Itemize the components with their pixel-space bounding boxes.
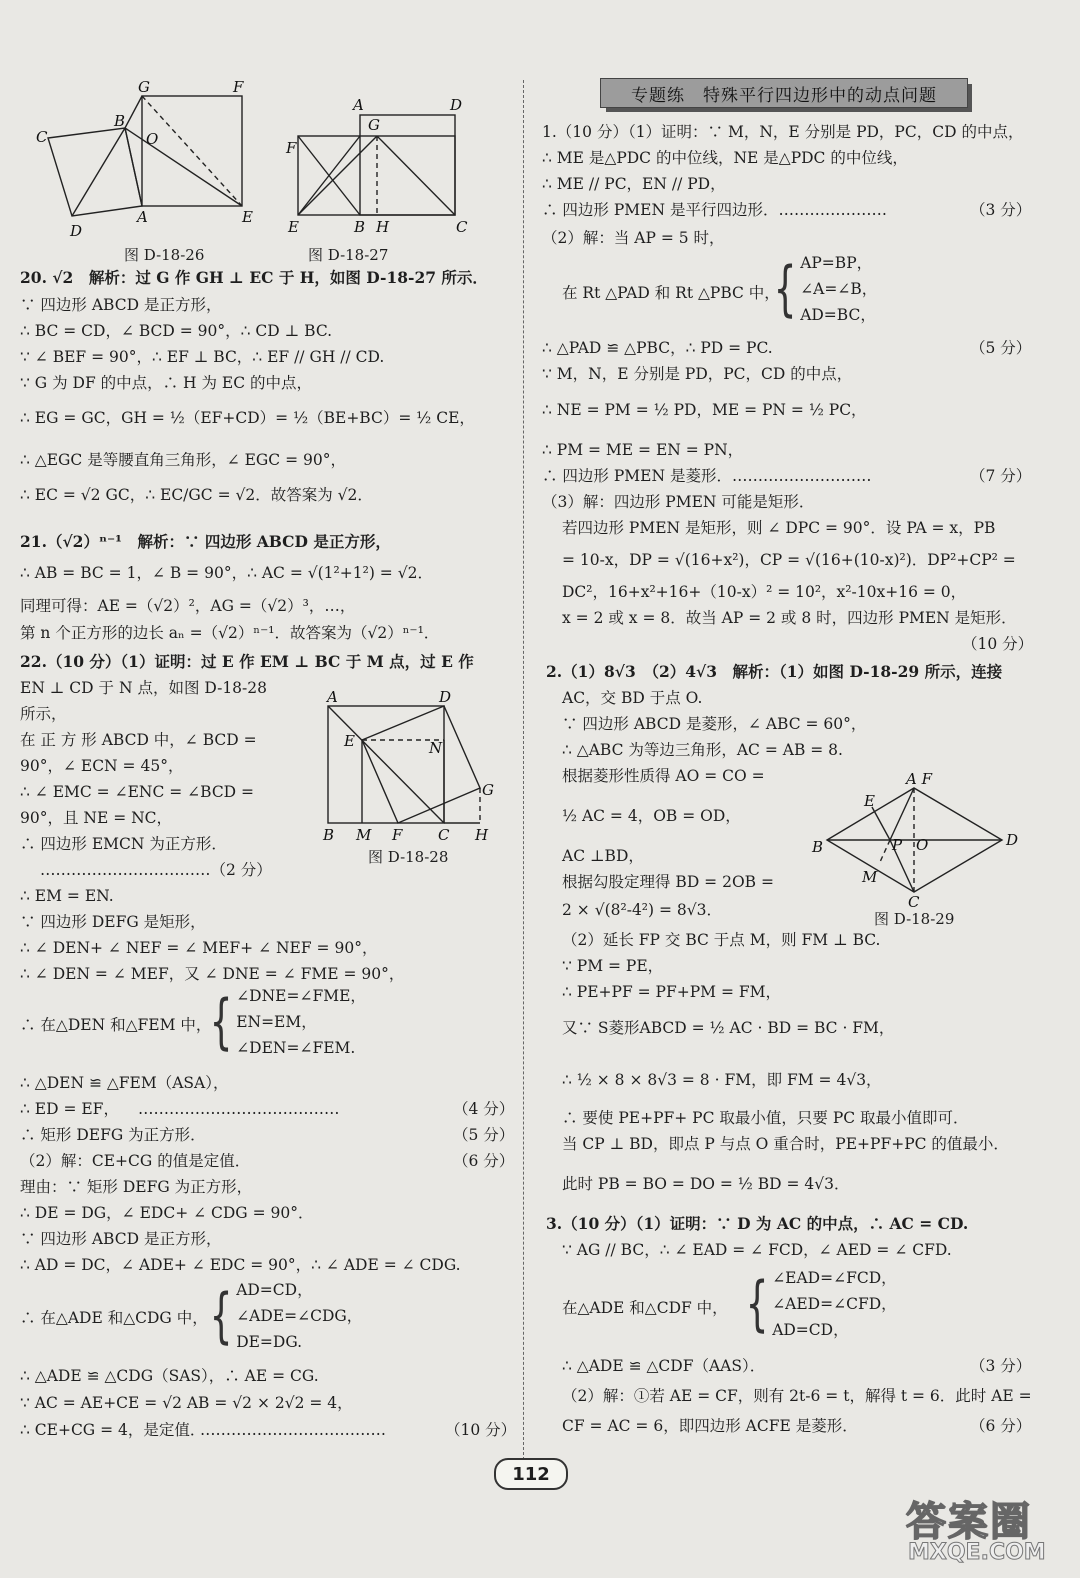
fig28-square-defg bbox=[362, 706, 480, 823]
fig28-label: G bbox=[482, 781, 494, 799]
system-line: AD=CD， bbox=[236, 1281, 313, 1299]
score: （4 分） bbox=[453, 1100, 515, 1118]
fig26-label: G bbox=[138, 78, 150, 96]
q3-line: ∵ AG // BC，∴ ∠ EAD = ∠ FCD，∠ AED = ∠ CFD. bbox=[562, 1241, 952, 1259]
fig26-label: D bbox=[70, 222, 83, 240]
q1-line: ∴ ME // PC，EN // PD， bbox=[542, 175, 726, 193]
q22-line: 理由：∵ 矩形 DEFG 为正方形， bbox=[20, 1178, 253, 1196]
score: （5 分） bbox=[453, 1126, 515, 1144]
system-line: ∠ADE=∠CDG， bbox=[236, 1307, 363, 1325]
q1-line: ∴ NE = PM = ½ PD，ME = PN = ½ PC， bbox=[542, 401, 867, 419]
q20-line: ∴ △EGC 是等腰直角三角形，∠ EGC = 90°， bbox=[20, 451, 346, 469]
q1-line: DC²，16+x²+16+（10-x）² = 10²，x²-10x+16 = 0， bbox=[562, 583, 967, 601]
fig28-label: D bbox=[439, 688, 452, 706]
fig29-label: O bbox=[916, 836, 929, 854]
q3-line: CF = AC = 6，即四边形 ACFE 是菱形． bbox=[562, 1417, 858, 1435]
score: （7 分） bbox=[970, 467, 1032, 485]
fig28-label: F bbox=[392, 826, 403, 844]
fig28-label: B bbox=[323, 826, 335, 844]
q2-line: ∴ 要使 PE+PF+ PC 取最小值，只要 PC 取最小值即可． bbox=[562, 1109, 969, 1127]
fig26-label: E bbox=[242, 208, 253, 226]
q1-line: 1.（10 分）（1）证明：∵ M，N，E 分别是 PD，PC，CD 的中点， bbox=[542, 123, 1024, 141]
fig27-label: F bbox=[286, 139, 297, 157]
q22-line: ∴ ∠ DEN+ ∠ NEF = ∠ MEF+ ∠ NEF = 90°， bbox=[20, 939, 378, 957]
q1-line: （2）解：当 AP = 5 时， bbox=[542, 229, 725, 247]
q22-line: ∴ △ADE ≌ △CDG（SAS），∴ AE = CG. bbox=[20, 1367, 319, 1385]
q1-line: ∴ △PAD ≌ △PBC，∴ PD = PC. bbox=[542, 339, 773, 357]
system-line: ∠AED=∠CFD， bbox=[772, 1295, 897, 1313]
system-line: ∠DEN=∠FEM. bbox=[236, 1039, 356, 1057]
figure-caption: 图 D-18-26 bbox=[124, 246, 205, 264]
q22-line: ……………………………（2 分） bbox=[40, 861, 272, 879]
fig28-diagonal bbox=[328, 706, 444, 823]
q2-line: ∵ 四边形 ABCD 是菱形，∠ ABC = 60°， bbox=[562, 715, 867, 733]
column-divider bbox=[523, 80, 524, 1470]
score: （3 分） bbox=[970, 201, 1032, 219]
q1-line: 若四边形 PMEN 是矩形，则 ∠ DPC = 90°．设 PA = x，PB bbox=[562, 519, 996, 537]
fig26-label: B bbox=[114, 112, 126, 130]
system-line: ∠A=∠B， bbox=[800, 280, 878, 298]
system-line: DE=DG. bbox=[236, 1333, 303, 1351]
fig28-label: H bbox=[475, 826, 489, 844]
dot-leader: ……………………………… bbox=[200, 1421, 386, 1439]
q1-line: = 10-x，DP = √(16+x²)，CP = √(16+(10-x)²)．DP²+CP² = bbox=[562, 551, 1016, 569]
q1-line: 在 Rt △PAD 和 Rt △PBC 中， bbox=[562, 284, 780, 302]
q2-line: ∵ PM = PE， bbox=[562, 957, 664, 975]
q22-line: ∴ 在△DEN 和△FEM 中， bbox=[20, 1016, 212, 1034]
watermark-site: MXQE.COM bbox=[908, 1540, 1046, 1565]
q22-line: ∴ △DEN ≌ △FEM（ASA）， bbox=[20, 1074, 229, 1092]
q2-line: ∴ PE+PF = PF+PM = FM， bbox=[562, 983, 781, 1001]
system-line: AP=BP， bbox=[800, 254, 873, 272]
q22-line: 90°，且 NE = NC， bbox=[20, 809, 173, 827]
figure-d-18-28 bbox=[20, 0, 515, 900]
q2-line: 根据勾股定理得 BD = 2OB = bbox=[562, 873, 774, 891]
fig27-label: B bbox=[354, 218, 366, 236]
q20-line: ∵ ∠ BEF = 90°，∴ EF ⊥ BC，∴ EF // GH // CD. bbox=[20, 348, 385, 366]
fig29-label: E bbox=[864, 792, 875, 810]
score: （6 分） bbox=[453, 1152, 515, 1170]
q1-line: ∴ 四边形 PMEN 是平行四边形．………………… bbox=[542, 201, 887, 219]
q3-line: ∴ △ADE ≌ △CDF（AAS）． bbox=[562, 1357, 766, 1375]
q1-line: ∴ 四边形 PMEN 是菱形．……………………… bbox=[542, 467, 872, 485]
fig27-label: A bbox=[353, 96, 364, 114]
q22-line: 在 正 方 形 ABCD 中，∠ BCD = bbox=[20, 731, 257, 749]
score: （5 分） bbox=[970, 339, 1032, 357]
score: （10 分） bbox=[962, 635, 1034, 653]
q1-line: （3）解：四边形 PMEN 可能是矩形． bbox=[542, 493, 815, 511]
dot-leader: ………………………………… bbox=[138, 1100, 340, 1118]
q2-line: 当 CP ⊥ BD，即点 P 与点 O 重合时，PE+PF+PC 的值最小． bbox=[562, 1135, 1009, 1153]
score: （3 分） bbox=[970, 1357, 1032, 1375]
brace-symbol: { bbox=[209, 1281, 233, 1351]
fig28-label: C bbox=[438, 826, 450, 844]
brace-symbol: { bbox=[745, 1269, 769, 1339]
fig29-label: B bbox=[812, 838, 824, 856]
q22-line: ∴ 在△ADE 和△CDG 中， bbox=[20, 1309, 208, 1327]
equation-system bbox=[206, 1277, 362, 1355]
system-line: ∠EAD=∠FCD， bbox=[772, 1269, 897, 1287]
q22-line: ∴ 四边形 EMCN 为正方形． bbox=[20, 835, 227, 853]
q21-line: 第 n 个正方形的边长 aₙ =（√2）ⁿ⁻¹．故答案为（√2）ⁿ⁻¹． bbox=[20, 624, 440, 642]
fig29-edge bbox=[872, 807, 890, 840]
fig27-label: H bbox=[376, 218, 390, 236]
brace-symbol: { bbox=[209, 987, 233, 1057]
system-line: AD=CD， bbox=[772, 1321, 849, 1339]
figure-caption: 图 D-18-27 bbox=[308, 246, 389, 264]
equation-system bbox=[742, 1265, 897, 1343]
q22-line: ∴ AD = DC，∠ ADE+ ∠ EDC = 90°，∴ ∠ ADE = ∠ CDG. bbox=[20, 1256, 461, 1274]
q1-line: ∴ PM = ME = EN = PN， bbox=[542, 441, 744, 459]
q22-line: 90°，∠ ECN = 45°， bbox=[20, 757, 184, 775]
fig26-label: C bbox=[36, 128, 48, 146]
q2-line: ½ AC = 4，OB = OD， bbox=[562, 807, 741, 825]
q21-line: 21.（√2）ⁿ⁻¹ 解析：∵ 四边形 ABCD 是正方形， bbox=[20, 532, 391, 551]
q22-line: EN ⊥ CD 于 N 点，如图 D-18-28 bbox=[20, 679, 268, 697]
figure-caption: 图 D-18-29 bbox=[874, 910, 955, 928]
q20-line: ∴ BC = CD，∠ BCD = 90°，∴ CD ⊥ BC. bbox=[20, 322, 333, 340]
figure-caption: 图 D-18-28 bbox=[368, 848, 449, 866]
q22-line: ∴ 矩形 DEFG 为正方形． bbox=[20, 1126, 206, 1144]
q3-line: 在△ADE 和△CDF 中， bbox=[562, 1299, 728, 1317]
q2-line: AC ⊥BD， bbox=[562, 847, 644, 865]
q20-line: 20. √2 解析：过 G 作 GH ⊥ EC 于 H，如图 D-18-27 所示． bbox=[20, 268, 488, 287]
q22-line: ∴ ∠ EMC = ∠ENC = ∠BCD = bbox=[20, 783, 255, 801]
system-line: AD=BC， bbox=[800, 306, 876, 324]
q22-line: ∵ 四边形 ABCD 是正方形， bbox=[20, 1230, 222, 1248]
q2-line: 2.（1）8√3 （2）4√3 解析：（1）如图 D-18-29 所示，连接 bbox=[546, 662, 1003, 681]
q20-line: ∴ EG = GC，GH = ½（EF+CD）= ½（BE+BC）= ½ CE， bbox=[20, 409, 475, 427]
q22-line: ∴ DE = DG，∠ EDC+ ∠ CDG = 90°． bbox=[20, 1204, 314, 1222]
fig29-label: M bbox=[862, 868, 878, 886]
q2-line: 根据菱形性质得 AO = CO = bbox=[562, 767, 765, 785]
q21-line: ∴ AB = BC = 1，∠ B = 90°，∴ AC = √(1²+1²) = √2． bbox=[20, 564, 433, 582]
q21-line: 同理可得：AE =（√2）²，AG =（√2）³，…， bbox=[20, 597, 356, 615]
fig27-label: G bbox=[368, 116, 380, 134]
score: （10 分） bbox=[445, 1421, 517, 1439]
q22-line: ∴ ∠ DEN = ∠ MEF，又 ∠ DNE = ∠ FME = 90°， bbox=[20, 965, 405, 983]
equation-system bbox=[206, 983, 366, 1061]
q22-line: 22.（10 分）（1）证明：过 E 作 EM ⊥ BC 于 M 点，过 E 作 bbox=[20, 652, 474, 671]
q3-line: （2）解：①若 AE = CF，则有 2t-6 = t，解得 t = 6．此时 AE = bbox=[562, 1387, 1032, 1405]
q1-line: x = 2 或 x = 8．故当 AP = 2 或 8 时，四边形 PMEN 是矩形． bbox=[562, 609, 1017, 627]
q22-line: ∴ ED = EF， bbox=[20, 1100, 119, 1118]
fig29-label: C bbox=[908, 893, 920, 911]
section-banner: 专题练 特殊平行四边形中的动点问题 bbox=[600, 78, 968, 108]
q20-line: ∴ EC = √2 GC，∴ EC/GC = √2．故答案为 √2． bbox=[20, 486, 373, 504]
score: （6 分） bbox=[970, 1417, 1032, 1435]
system-line: ∠DNE=∠FME， bbox=[236, 987, 366, 1005]
watermark-logo: 答案圈 bbox=[906, 1499, 1032, 1545]
fig26-label: A bbox=[137, 208, 148, 226]
q2-line: AC，交 BD 于点 O. bbox=[562, 689, 703, 707]
q22-line: ∴ EM = EN. bbox=[20, 887, 114, 905]
fig26-label: F bbox=[233, 78, 244, 96]
q2-line: ∴ ½ × 8 × 8√3 = 8 · FM，即 FM = 4√3， bbox=[562, 1071, 882, 1089]
q2-line: 2 × √(8²-4²) = 8√3． bbox=[562, 901, 723, 919]
q3-line: 3.（10 分）（1）证明：∵ D 为 AC 的中点，∴ AC = CD. bbox=[546, 1214, 969, 1233]
system-line: EN=EM， bbox=[236, 1013, 317, 1031]
q2-line: 此时 PB = BO = DO = ½ BD = 4√3． bbox=[562, 1175, 850, 1193]
fig27-label: D bbox=[450, 96, 463, 114]
fig28-label: N bbox=[429, 739, 443, 757]
fig28-label: E bbox=[344, 732, 355, 750]
q2-line: （2）延长 FP 交 BC 于点 M，则 FM ⊥ BC. bbox=[562, 931, 881, 949]
fig28-label: A bbox=[327, 688, 338, 706]
q2-line: ∴ △ABC 为等边三角形，AC = AB = 8. bbox=[562, 741, 843, 759]
watermark bbox=[900, 1490, 1070, 1570]
figure-d-18-29 bbox=[542, 0, 1040, 930]
q20-line: ∵ G 为 DF 的中点，∴ H 为 EC 的中点， bbox=[20, 374, 313, 392]
fig28-label: M bbox=[356, 826, 372, 844]
fig29-dashed bbox=[880, 840, 890, 862]
fig29-label: P bbox=[892, 836, 903, 854]
q22-line: （2）解：CE+CG 的值是定值． bbox=[20, 1152, 251, 1170]
page-number: 112 bbox=[494, 1458, 568, 1490]
q1-line: ∴ ME 是△PDC 的中位线，NE 是△PDC 的中位线， bbox=[542, 149, 908, 167]
fig27-label: C bbox=[456, 218, 468, 236]
q22-line: ∵ AC = AE+CE = √2 AB = √2 × 2√2 = 4， bbox=[20, 1394, 353, 1412]
fig29-label: D bbox=[1006, 831, 1019, 849]
q20-line: ∵ 四边形 ABCD 是正方形， bbox=[20, 296, 222, 314]
q2-line: 又∵ S菱形ABCD = ½ AC · BD = BC · FM， bbox=[562, 1019, 895, 1037]
fig26-label: O bbox=[146, 130, 159, 148]
fig27-label: E bbox=[288, 218, 299, 236]
q22-line: 所示， bbox=[20, 705, 67, 723]
q1-line: ∵ M，N，E 分别是 PD，PC，CD 的中点， bbox=[542, 365, 853, 383]
brace-symbol: { bbox=[773, 254, 797, 324]
q22-line: ∵ 四边形 DEFG 是矩形， bbox=[20, 913, 206, 931]
fig29-label: A F bbox=[906, 770, 933, 788]
q22-line: ∴ CE+CG = 4，是定值． bbox=[20, 1421, 206, 1439]
